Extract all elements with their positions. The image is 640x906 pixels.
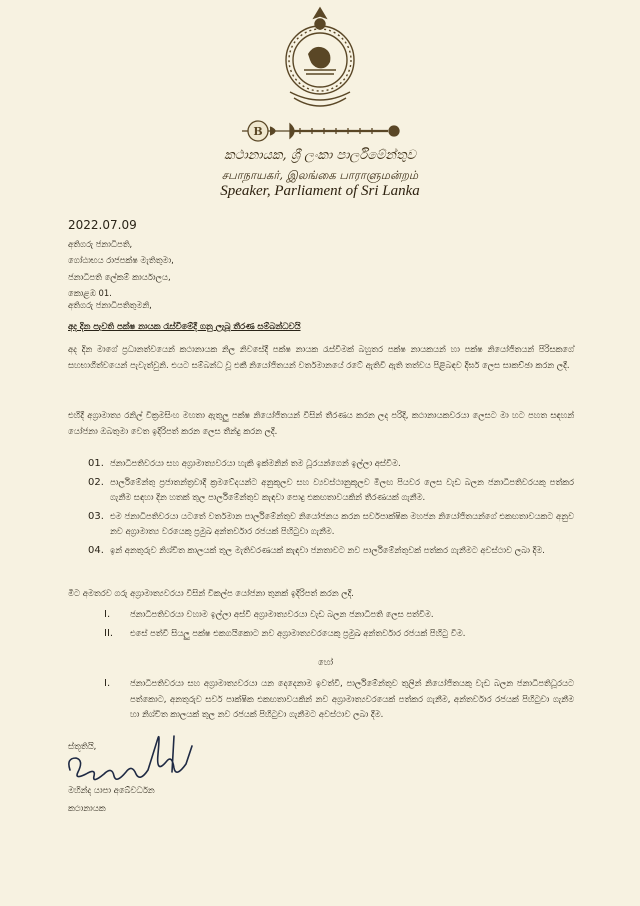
list-item <box>88 475 574 506</box>
list-number: I. <box>104 609 111 620</box>
mace-emblem-icon <box>240 118 404 144</box>
list-number: I. <box>104 678 111 689</box>
option-list-b <box>104 676 574 726</box>
salutation: අතිගරු ජනාධිපතිතුමනි, <box>68 300 152 310</box>
proposal-list <box>88 456 574 561</box>
list-text: ඉන් අනතුරුව නිශ්චිත කාලයක් තුල මැතිවරණයක් කැඳවා ජනතාවට නව පාර්ලිමේන්තුවක් පත්කර ගැනීමට අවස්ථාව ලබා දීම. <box>110 544 545 555</box>
list-number: 03. <box>88 510 104 522</box>
sri-lanka-emblem-icon <box>274 4 366 116</box>
list-number: 02. <box>88 476 104 488</box>
list-text: එසේ පත්වී සියලු පක්ෂ එකගයිකොට නව අග්‍රාමාත්‍යවරයෙකු ප්‍රමුඛ අන්තර්වාර රජයක් පිහිටු වීම. <box>130 627 466 638</box>
address-line: අතිගරු ජනාධිපති, <box>68 239 133 249</box>
signer-title: කථානායක <box>68 803 106 813</box>
list-number: 01. <box>88 458 104 469</box>
list-text: ජනාධිපතිවරයා සහ අග්‍රාමාත්‍යවරයා හැකි ඉක්මනින් තම ධූරයන්ගෙන් ඉල්ලා අස්වීම. <box>110 458 401 468</box>
list-text: එම ජනාධිපතිවරයා යටතේ වර්තමාන පාර්ලිමේන්තුව නියෝජනය කරන සර්වපාක්ෂික මහජන නියෝජිතයන්ගේ එකඟතාවයකට අනුව නව අග්‍රාමාත්‍ය වරයෙකු ප්‍රමුඛ අන්තර්වාර රජයක් පිහිටුවා ගැනීම. <box>110 510 574 536</box>
list-item <box>88 543 574 559</box>
list-text: ජනාධිපතිවරයා වහාම ඉල්ලා අස්වී අග්‍රාමාත්‍යවරයා වැඩ බලන ජනාධිපති ලෙස පත්වීම. <box>130 609 434 619</box>
office-title-sinhala: කථානායක, ශ්‍රී ලංකා පාර්ලිමේන්තුව <box>224 148 416 163</box>
body-paragraph: මීට අමතරව ගරු අග්‍රාමාත්‍යවරයා විසින් විකල්ප යෝජනා තුනක් ඉදිරිපත් කරන ලදී. <box>68 588 354 598</box>
list-text: ජනාධිපතිවරයා සහ අග්‍රාමාත්‍යවරයා යන දෙදෙනාම ඉවත්වී, පාර්ලිමේන්තුව තුලින් නියෝජිතයකු වැඩ බලන ජනාධිපතිධූරයට පත්කොට, අනතුරුව සර්ව පාක්ෂික එකඟතාවයකින් නව අග්‍රාමාත්‍යවරයෙක් පත්කර ගැනීම, අන්තර්වාර රජයක් පිහිටුවා ගැනීම හා නිශ්චිත කාලයක් තුල නව රජයක් පිහිටුවා ගැනීමට අවස්ථාව ලබා දීම. <box>130 678 574 719</box>
list-item <box>104 626 574 642</box>
list-item <box>88 509 574 540</box>
list-number: 04. <box>88 544 104 556</box>
mace-letter: B <box>253 125 263 138</box>
subject-line: අද දින පැවති පක්ෂ නායක රැස්වීමේදී ගනු ලැබූ තීරණ සම්බන්ධවයි <box>68 321 301 331</box>
office-title-english: Speaker, Parliament of Sri Lanka <box>220 183 420 199</box>
letter-date: 2022.07.09 <box>68 218 137 232</box>
list-number: II. <box>104 627 114 639</box>
list-item <box>88 456 574 472</box>
office-title-tamil: சபாநாயகர், இலங்கை பாராளுமன்றம் <box>221 168 419 182</box>
recipient-address <box>68 236 174 302</box>
address-line: ජනාධිපති ලේකම් කාර්යාලය, <box>68 271 171 282</box>
or-separator: හෝ <box>318 657 334 667</box>
address-line: ගෝඨාභය රාජපක්ෂ මැතිතුමා, <box>68 255 174 266</box>
signer-name: මහින්ද යාපා අබේවර්ධන <box>68 785 155 795</box>
body-paragraph: එහිදී අග්‍රාමාත්‍ය රනිල් වික්‍රමසිංහ මහතා ඇතුලු පක්ෂ නියෝජිතයන් විසින් තීරණය කරන ලද පරිදි, කථානායකවරයා ලෙසට මා හට පහත සඳහන් යෝජනා ඔබතුමා වෙත ඉදිරිපත් කරන ලෙස තීන්දු කරන ලදී. <box>68 410 574 436</box>
body-paragraph: අද දින මාගේ ප්‍රධානත්වයෙන් කථානායක නිල නිවසේදී පක්ෂ නායක රැස්වීමක් බහුතර පක්ෂ නායකයන් හා පක්ෂ නියෝජිතයන් පිරිසකගේ සහභාගීත්වයෙන් පැවැත්වුනි. එයට සම්බන්ධ වූ එකී නියෝජිතයන් වර්තමානයේ රටේ ඇතිවී ඇති තත්වය පිළිබඳව දීර්ඝ ලෙස සාකච්ඡා කරන ලදී. <box>68 344 574 370</box>
list-item <box>104 676 574 723</box>
option-list-a <box>104 607 574 644</box>
closing: ස්තූතියි, <box>68 741 97 751</box>
list-item <box>104 607 574 623</box>
list-text: පාර්ලිමේන්තු ප්‍රජාතන්ත්‍රවාදී ක්‍රමවේදයන්ට අනුකූලව සහ ව්‍යවස්ථානුකූලව මීලඟ පියවර ලෙස වැඩ බලන ජනාධිපතිවරයකු පත්කර ගැනීම සඳහා දින හතක් තුල පාර්ලිමේන්තුව කැඳවා පොදු එකඟතාවයකින් තීරණයක් ගැනීම. <box>110 476 574 502</box>
address-line: කොළඹ 01. <box>68 288 112 299</box>
